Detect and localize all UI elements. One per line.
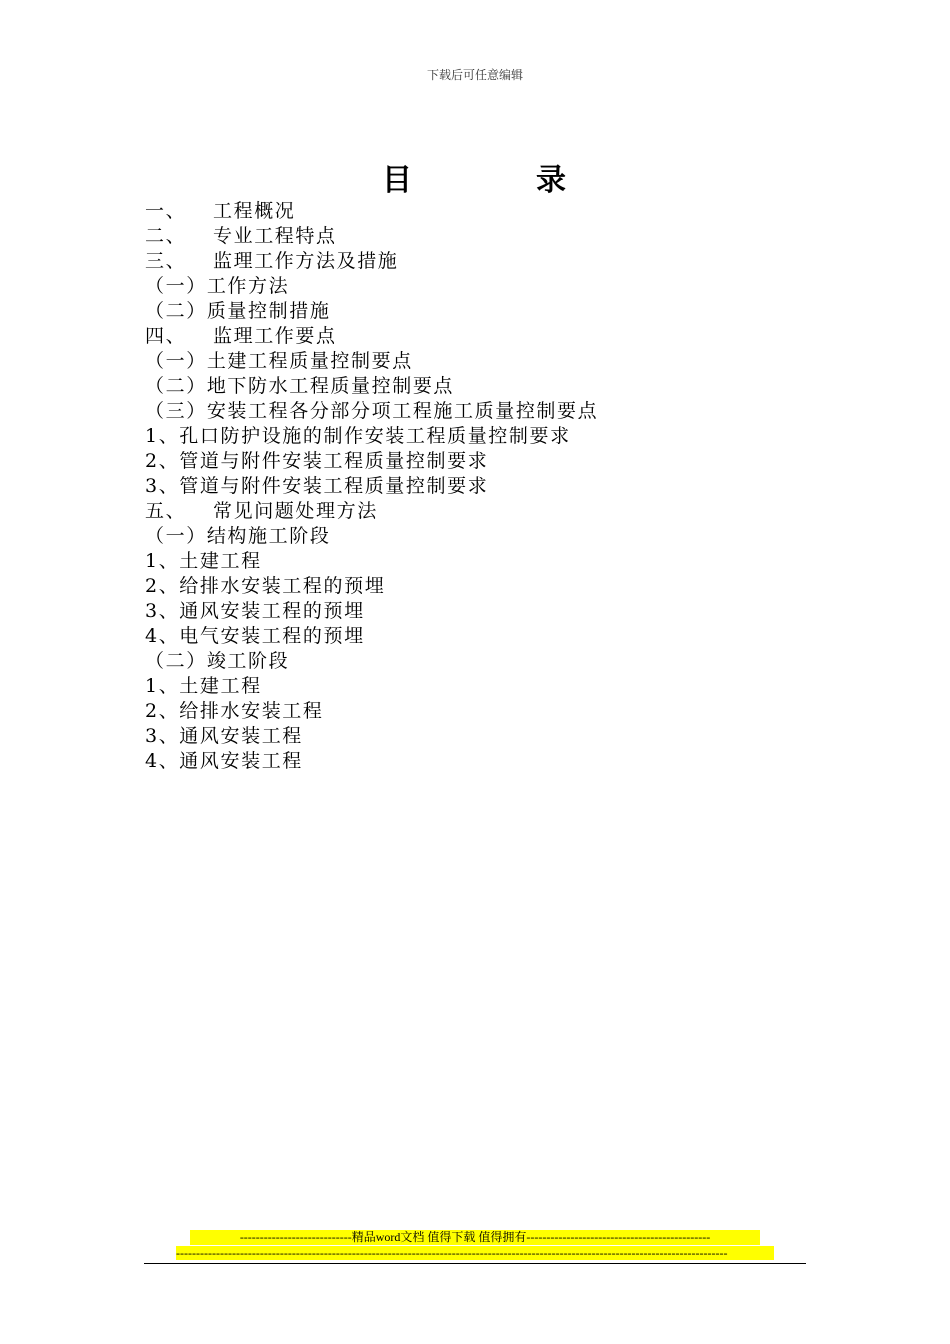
- toc-item: [145, 224, 598, 249]
- toc-item: [145, 699, 598, 724]
- toc-item-number: 2、: [145, 700, 180, 722]
- toc-item-text: 专业工程特点: [213, 225, 337, 247]
- toc-item-number: （二）: [145, 375, 207, 397]
- header-note: 下载后可任意编辑: [426, 68, 523, 82]
- table-of-contents: [145, 199, 598, 774]
- title-char-2: 录: [536, 163, 568, 198]
- toc-item: [145, 749, 598, 774]
- toc-item-text: 竣工阶段: [206, 650, 290, 672]
- toc-item: [145, 549, 598, 574]
- toc-item: [145, 474, 598, 499]
- toc-item-number: （一）: [145, 525, 207, 547]
- toc-item-number: 3、: [145, 475, 180, 497]
- title-char-1: 目: [382, 163, 414, 198]
- toc-item-number: （二）: [145, 300, 207, 322]
- toc-item-number: 4、: [145, 750, 180, 772]
- toc-item-text: 给排水安装工程的预埋: [179, 575, 386, 597]
- footer-divider: [144, 1263, 806, 1264]
- toc-item-text: 质量控制措施: [206, 300, 331, 322]
- toc-item-number: 一、: [145, 200, 187, 222]
- toc-item: [145, 449, 598, 474]
- toc-item: [145, 299, 598, 324]
- toc-item: [145, 324, 598, 349]
- toc-item-number: 四、: [145, 325, 187, 347]
- toc-item: [145, 724, 598, 749]
- toc-item-text: 工作方法: [206, 275, 290, 297]
- toc-item-number: （一）: [145, 275, 207, 297]
- toc-item: [145, 349, 598, 374]
- toc-item: [145, 674, 598, 699]
- toc-item-number: 五、: [145, 500, 187, 522]
- toc-item-number: 3、: [145, 725, 180, 747]
- toc-item-text: 土建工程: [179, 550, 262, 572]
- footer-banner-line-2: ------------------------------------------------------------------------------------------------------------------------------------------: [176, 1246, 774, 1260]
- toc-item-text: 土建工程: [179, 675, 262, 697]
- toc-item-number: 1、: [145, 550, 180, 572]
- toc-item-text: 工程概况: [213, 200, 296, 222]
- toc-item: [145, 574, 598, 599]
- toc-item: [145, 649, 598, 674]
- toc-item-number: 2、: [145, 450, 180, 472]
- toc-item: [145, 424, 598, 449]
- toc-item-text: 通风安装工程的预埋: [179, 600, 365, 622]
- toc-item: [145, 624, 598, 649]
- toc-item-number: 1、: [145, 675, 180, 697]
- toc-item-text: 土建工程质量控制要点: [206, 350, 413, 372]
- toc-item-number: （三）: [145, 400, 207, 422]
- toc-item-number: 4、: [145, 625, 180, 647]
- toc-item-text: 给排水安装工程: [179, 700, 324, 722]
- toc-item-text: 常见问题处理方法: [213, 500, 378, 522]
- toc-item-text: 孔口防护设施的制作安装工程质量控制要求: [179, 425, 571, 447]
- toc-item-number: 二、: [145, 225, 187, 247]
- toc-item-text: 监理工作方法及措施: [213, 250, 399, 272]
- toc-item: [145, 599, 598, 624]
- toc-item: [145, 524, 598, 549]
- toc-item: [145, 249, 598, 274]
- toc-item-number: （一）: [145, 350, 207, 372]
- toc-item-number: 2、: [145, 575, 180, 597]
- toc-item: [145, 274, 598, 299]
- toc-item: [145, 199, 598, 224]
- toc-item: [145, 374, 598, 399]
- toc-item-text: 通风安装工程: [179, 725, 303, 747]
- footer-banner-line-1: ----------------------------精品word文档 值得下载 值得拥有----------------------------------------------: [190, 1230, 760, 1245]
- toc-item: [145, 499, 598, 524]
- toc-item-text: 管道与附件安装工程质量控制要求: [179, 450, 489, 472]
- toc-item-text: 通风安装工程: [179, 750, 303, 772]
- toc-item-text: 电气安装工程的预埋: [179, 625, 365, 647]
- toc-item-number: 3、: [145, 600, 180, 622]
- toc-item-number: 1、: [145, 425, 180, 447]
- toc-item-number: （二）: [145, 650, 207, 672]
- toc-item-text: 安装工程各分部分项工程施工质量控制要点: [206, 400, 599, 422]
- toc-item: [145, 399, 598, 424]
- toc-item-text: 监理工作要点: [213, 325, 337, 347]
- toc-item-text: 地下防水工程质量控制要点: [206, 375, 455, 397]
- toc-item-text: 结构施工阶段: [206, 525, 331, 547]
- toc-item-number: 三、: [145, 250, 187, 272]
- toc-item-text: 管道与附件安装工程质量控制要求: [179, 475, 489, 497]
